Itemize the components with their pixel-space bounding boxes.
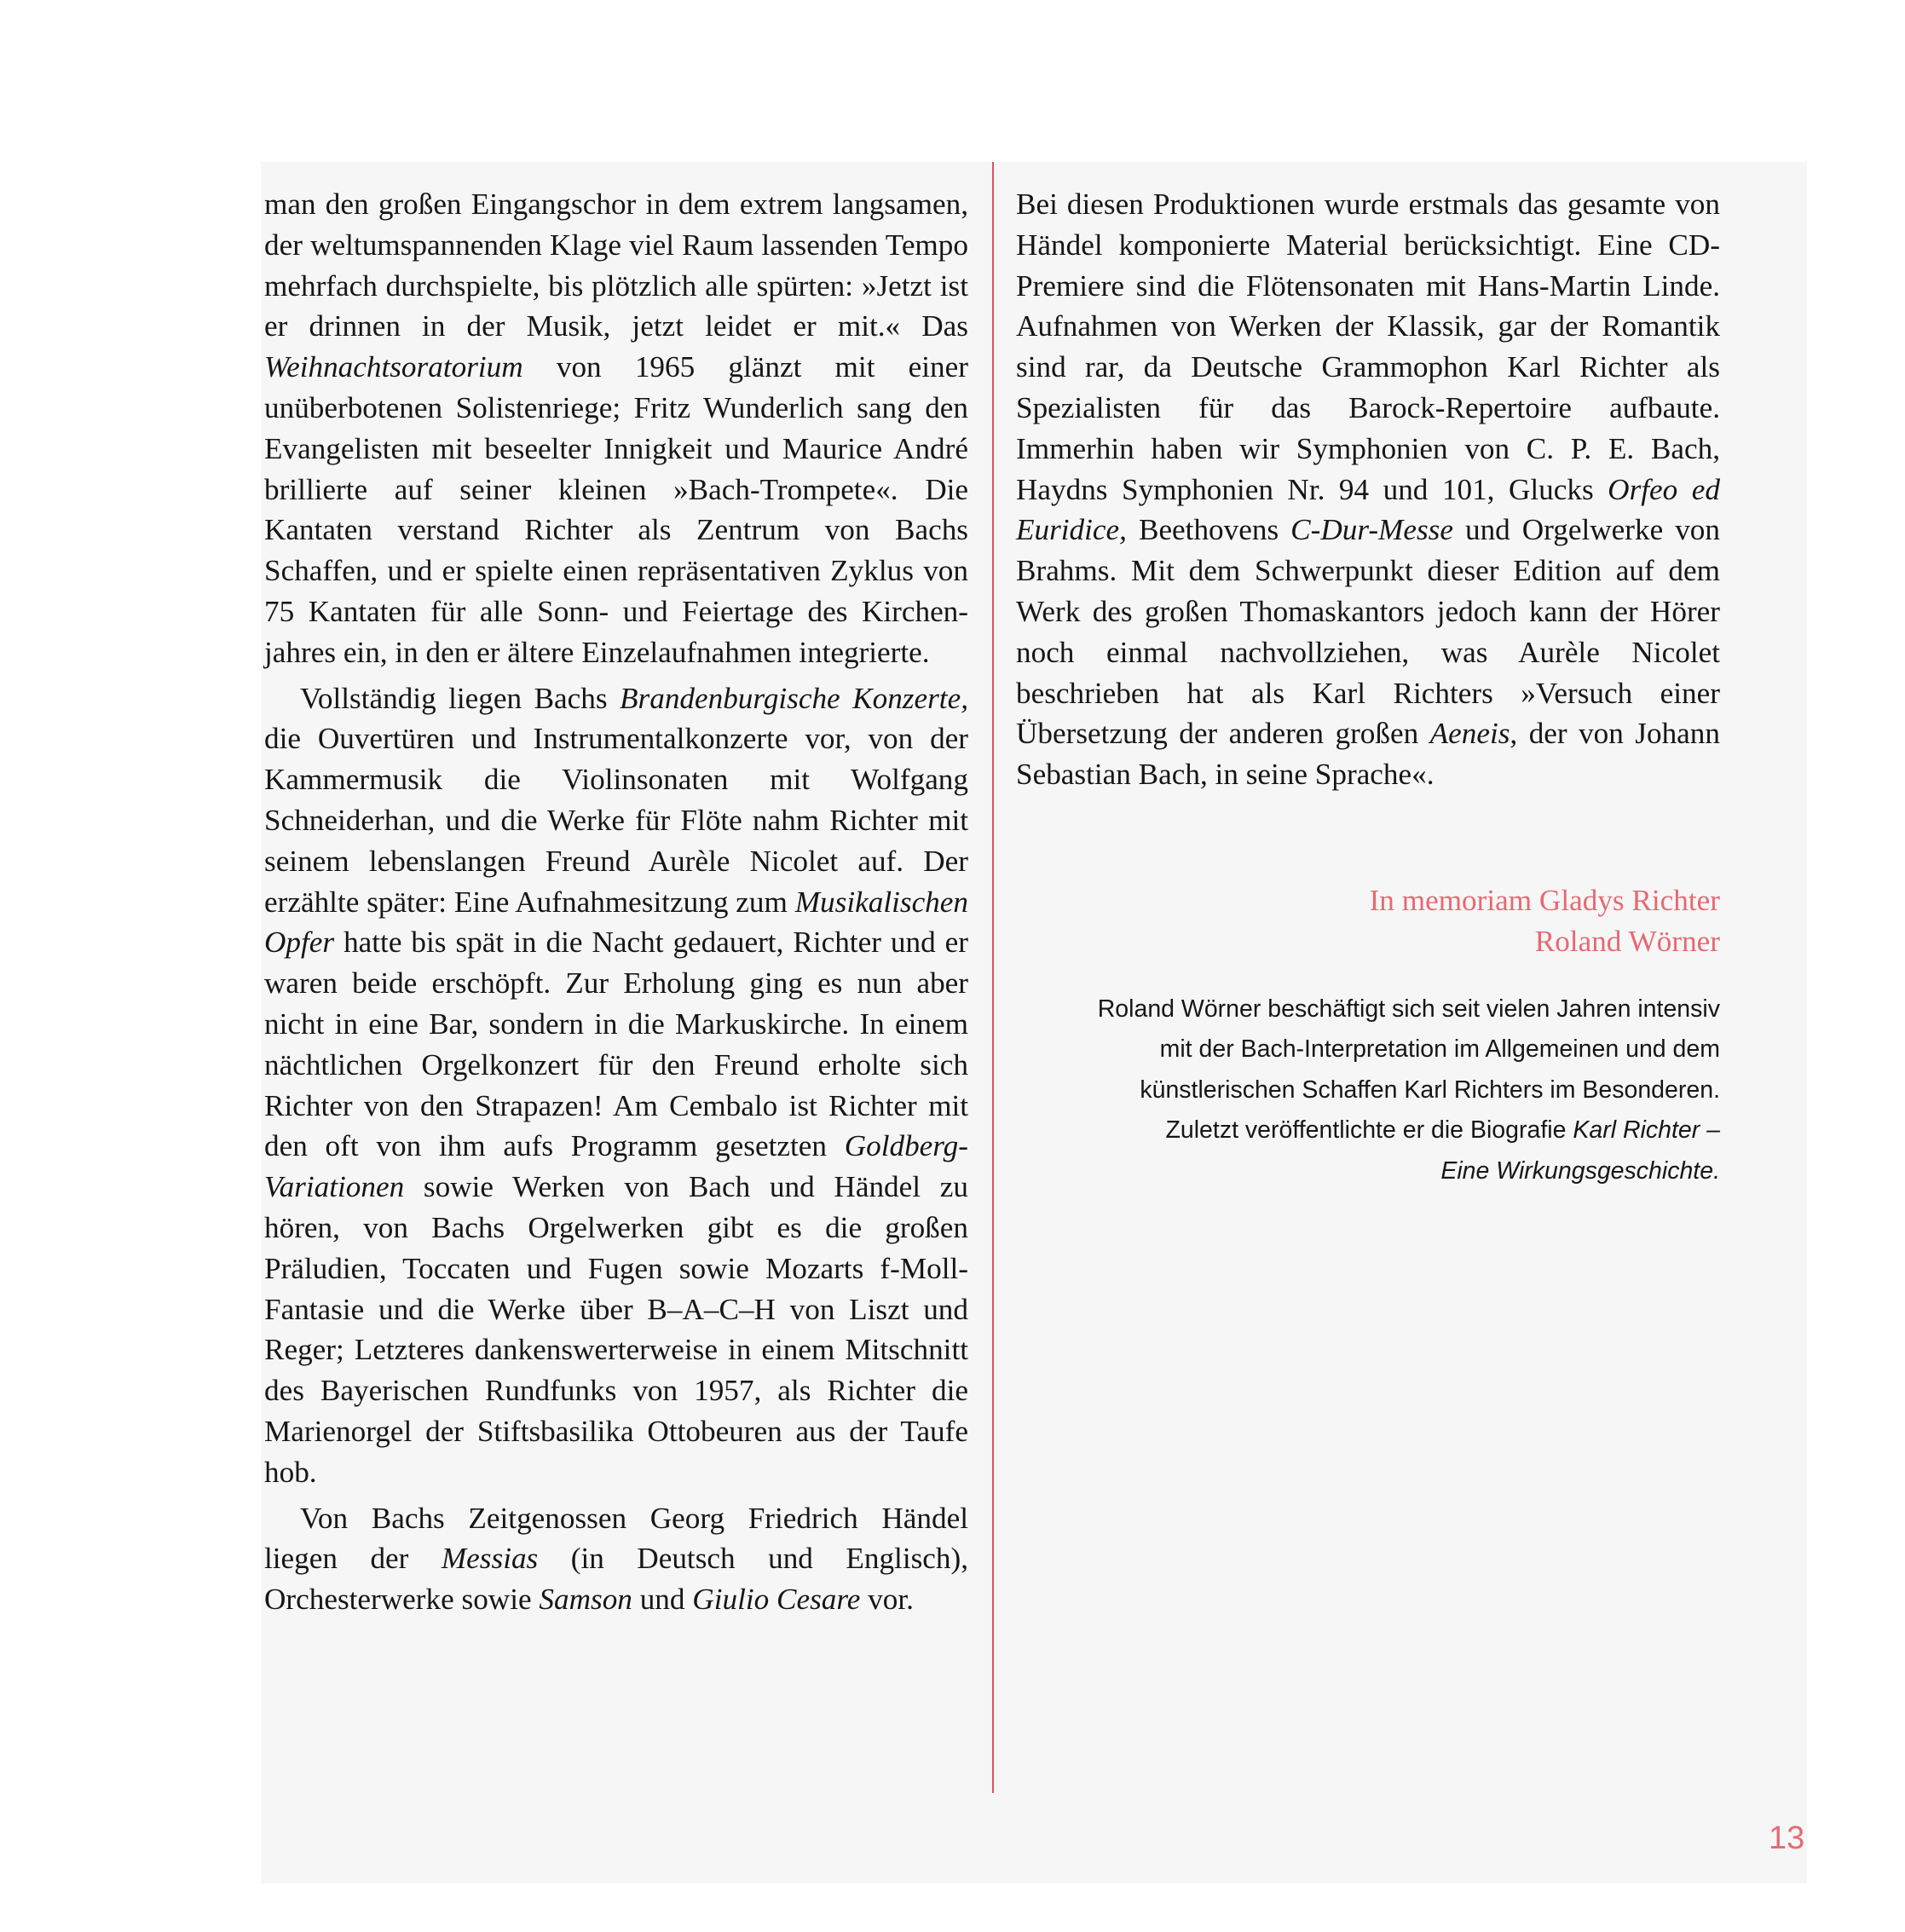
memoriam-block — [1016, 880, 1720, 962]
italic-title: Musikalischen Opfer — [264, 885, 968, 960]
author-bio — [1016, 989, 1720, 1192]
bio-line: mit der Bach-Interpretation im Allgemeinen und dem — [1159, 1035, 1720, 1064]
right-column — [1016, 184, 1720, 1191]
left-paragraph-2: Vollständig liegen Bachs Brandenburgische Konzerte, die Ouvertüren und Instrumentalkonzerte vor, von der Kammermusik die Violinsonaten mit Wolfgang Schneiderhan, und die Werke für Flöte nahm Richter mit seinem lebenslangen Freund Aurèle Nicolet auf. Der erzählte später: Eine Aufnahmesitzung zum Musikalischen Opfer hatte bis spät in die Nacht gedauert, Richter und er waren beide erschöpft. Zur Erholung ging es nun aber nicht in eine Bar, sondern in die Markuskirche. In einem nächtlichen Orgelkonzert für den Freund erholte sich Richter von den Strapazen! Am Cembalo ist Richter mit den oft von ihm aufs Programm gesetzten Goldberg-Variationen sowie Werken von Bach und Händel zu hören, von Bachs Orgelwerken gibt es die großen Präludien, Toccaten und Fugen sowie Mozarts f-Moll-Fantasie und die Werke über B–A–C–H von Liszt und Reger; Letzteres dankenswerterweise in einem Mitschnitt des Bayerischen Rundfunks von 1957, als Richter die Marienorgel der Stiftsbasilika Ottobeuren aus der Taufe hob. — [264, 681, 968, 1489]
italic-title: Aeneis, — [1429, 717, 1518, 751]
italic-title: Goldberg-Variationen — [264, 1129, 968, 1204]
bio-line: künstlerischen Schaffen Karl Richters im Besonderen. — [1140, 1076, 1720, 1104]
left-paragraph-1: man den großen Eingangschor in dem extrem langsamen, der weltumspannenden Klage viel Raum lassenden Tempo mehrfach durchspielte, bis plötzlich alle spürten: »Jetzt ist er drinnen in der Musik, jetzt leidet er mit.« Das Weihnachtsoratorium von 1965 glänzt mit einer unüberbotenen Solistenriege; Fritz Wunderlich sang den Evangelisten mit beseelter Innigkeit und Maurice André brillierte auf seiner kleinen »Bach-Trompete«. Die Kantaten verstand Richter als Zentrum von Bachs Schaffen, und er spielte einen repräsentativen Zyklus von 75 Kantaten für alle Sonn- und Feiertage des Kirchenjahres ein, in den er ältere Einzelaufnahmen integrierte. — [264, 187, 968, 669]
right-paragraph-1: Bei diesen Produktionen wurde erstmals das gesamte von Händel komponierte Material berücksichtigt. Eine CD-Premiere sind die Flötensonaten mit Hans-Martin Linde. Aufnahmen von Werken der Klassik, gar der Romantik sind rar, da Deutsche Grammophon Karl Richter als Spezialisten für das Barock-Repertoire aufbaute. Immerhin haben wir Symphonien von C. P. E. Bach, Haydns Symphonien Nr. 94 und 101, Glucks Orfeo ed Euridice, Beethovens C-Dur-Messe und Orgelwerke von Brahms. Mit dem Schwerpunkt dieser Edition auf dem Werk des großen Thomaskantors jedoch kann der Hörer noch einmal nachvollziehen, was Aurèle Nicolet beschrieben hat als Karl Richters »Versuch einer Übersetzung der anderen großen Aeneis, der von Johann Sebastian Bach, in seine Sprache«. — [1016, 187, 1720, 792]
italic-title: Eine Wirkungsgeschichte. — [1440, 1156, 1720, 1185]
left-paragraph-3: Von Bachs Zeitgenossen Georg Friedrich Händel liegen der Messias (in Deutsch und Englisch), Orchesterwerke sowie Samson und Giulio Cesare vor. — [264, 1501, 969, 1617]
italic-title: Messias — [441, 1542, 539, 1576]
italic-title: Weihnachtsoratorium — [264, 350, 523, 384]
bio-line: Zuletzt veröffentlichte er die Biografie Karl Richter – — [1165, 1116, 1720, 1145]
left-column — [264, 184, 968, 1620]
memoriam-dedication: In memoriam Gladys Richter — [1369, 883, 1720, 917]
italic-title: Giulio Cesare — [692, 1583, 861, 1617]
italic-title: C-Dur-Messe — [1290, 513, 1453, 547]
author-name: Roland Wörner — [1534, 924, 1720, 958]
page-number: 13 — [1769, 1820, 1805, 1856]
italic-title: Samson — [539, 1583, 632, 1617]
bio-line: Roland Wörner beschäftigt sich seit vielen Jahren intensiv — [1097, 995, 1720, 1023]
bio-line — [1016, 1151, 1720, 1192]
italic-title: Brandenburgische Konzerte, — [620, 681, 968, 715]
column-divider — [992, 162, 994, 1793]
italic-title: Karl Richter – — [1573, 1116, 1720, 1145]
page — [261, 162, 1807, 1883]
italic-title: Orfeo ed Euridice, — [1016, 472, 1720, 547]
